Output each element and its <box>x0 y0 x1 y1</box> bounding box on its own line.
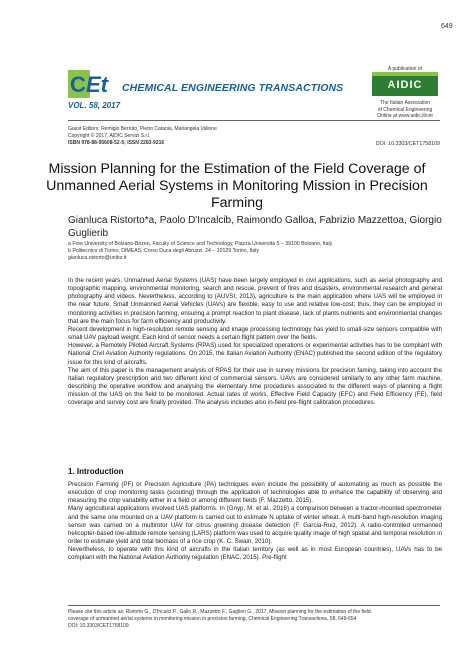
page-number: 649 <box>441 23 453 30</box>
intro-paragraph: Many agricultural applications involved UAS platforms. In (Gnyp, M. et al., 2016) a comparison between a tractor-mounted spectrometer and the same one mounted on a UAV platform is carried out to estimate N uptake of winter wheat. A multi-band high-resolution imaging sensor was carried on a multirotor UAV for citrus greening disease detection (F. Garcia-Ruiz, 2012). A radio-controlled unmanned helicopter-based low-altitude remote sensing (LARS) platform was used to acquire quality image of high spatial and temporal resolution in order to estimate yield and total biomass of a rice crop (K. C. Swain, 2010). <box>68 505 442 546</box>
svg-text:C: C <box>70 72 86 97</box>
aidic-logo: AIDIC <box>372 72 438 96</box>
intro-paragraph: Precision Farming (PF) or Precision Agriculture (PA) techniques even include the possibility of automating as much as possible the execution of crop monitoring tasks (scouting) through the application of technologies able to enhance the capability of observing and measuring the crop variability either in a field or among different fields (F. Mazzetto, 2015). <box>68 481 442 505</box>
abstract-paragraph: The aim of this paper is the management analysis of RPAS for their use in survey missions for precision faming, taking into account the Italian regulatory prescription and two different kind of commercial sensors. UAVs are considered similarly to any other farm machine, describing the operative workflow and analysing the elementary time procedures associated to the different ways of planning a flight mission of the UAS on the field to be monitored. Actual rates of works, Effective Field Capacity (EFC) and Field Efficiency (FE), field coverage and survey cost are finally provided. The analysis includes also in-field pre-flight calibration procedures. <box>68 366 442 407</box>
editors-block: Guest Editors: Remigio Berruto, Pietro Catania, Mariangela Vallone Copyright © 2017, AIDIC Servizi S.r.l. ISBN 978-88-95608-52-5; ISSN 2283-9216 <box>68 126 217 146</box>
publisher-info: The Italian Association of Chemical Engineering Online at www.aidic.it/cet <box>377 100 433 119</box>
cet-logo <box>68 68 116 100</box>
journal-name: CHEMICAL ENGINEERING TRANSACTIONS <box>122 82 344 94</box>
authors: Gianluca Ristorto*a, Paolo D'Incalcib, Raimondo Galloa, Fabrizio Mazzettoa, Giorgio Guglierib <box>68 215 442 239</box>
journal-volume: VOL. 58, 2017 <box>68 101 121 110</box>
doi: DOI: 10.3303/CET1758109 <box>375 141 440 147</box>
abstract-paragraph: Recent development in high-resolution remote sensing and image processing technology has yield to small-size sensors compatible with small UAV payload weight. Each kind of sensor needs a certain flight pattern over the fields. <box>68 325 442 342</box>
aidic-stripe <box>372 72 438 76</box>
citation-footer: Please cite this article as: Ristorto G., D'Incalci P., Gallo R., Mazzetto F., Guglieri G., 2017, Mission planning for the estimation of the field coverage of unmanned aerial systems in monitoring mission in precision farming, Chemical Engineering Transactions, 58, 649-654 DOI: 10.3303/CET1758109 <box>68 609 371 629</box>
abstract-paragraph: In the recent years, Unmanned Aerial Systems (UAS) have been largely employed in civil applications, such as aerial photography and topographic mapping, environmental monitoring, search and rescue, prevent of fires and disasters, environmental research and general photography and videos. Nevertheless, according to (AUVSI, 2013), agriculture is the main application where UAS will be employed in the near future. Small Unmanned Aerial Vehicles (UAVs) are flexible, easy to use and relative low-cost; thus, they can be employed in monitoring activities in precision farming, ensuring a prompt reaction to plant disease, lack of plants nutrients and environmental changes that are the main focus for farm efficiency and productivity. <box>68 277 442 325</box>
header-rule <box>68 120 440 121</box>
affiliations: a Free University of Bolzano-Bozen, Faculty of Science and Technology, Piazza Università 5 – 39100 Bolzano, Italy b Politecnico di Torino, DIMEAS, Corso Duca degli Abruzzi, 24 – 10129 Torino, Italy gianluca.ristorto@unibz.it <box>68 241 333 261</box>
section-heading: 1. Introduction <box>68 467 124 476</box>
intro-paragraph: Nevertheless, to operate with this kind of aircrafts in the Italian territory (as well as in most European countries), UAVs has to be compliant with the National Aviation Authority regulation (ENAC, 2015). Pre-flight <box>68 546 442 562</box>
abstract <box>68 277 442 408</box>
footer-rule <box>68 605 440 606</box>
publisher-label: A publication of <box>388 66 422 72</box>
svg-text:Et: Et <box>86 72 108 97</box>
paper-title: Mission Planning for the Estimation of the Field Coverage of Unmanned Aerial Systems in Monitoring Mission in Precision Farming <box>46 161 428 211</box>
abstract-paragraph: However, a Remotely Piloted Aircraft Systems (RPAS) used for specialized operations or experimental activities has to be compliant with National Civil Aviation Authority regulations. On 2015, the Italian Aviation Authority (ENAC) published the second edition of the regulatory issue for this kind of aircrafts. <box>68 342 442 366</box>
introduction-body <box>68 481 442 563</box>
